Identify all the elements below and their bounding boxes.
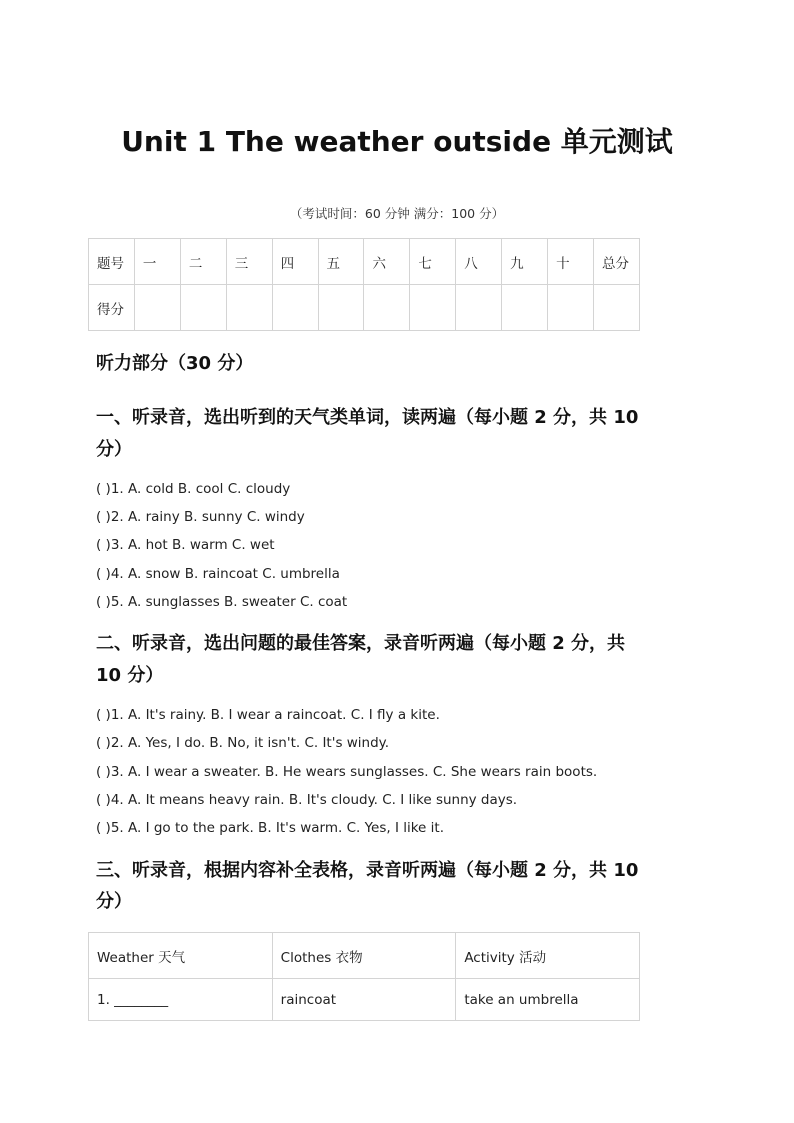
score-cell-9: 九	[502, 239, 548, 285]
section1-question-1: ( )1. A. cold B. cool C. cloudy	[96, 481, 291, 497]
section2-question-2: ( )2. A. Yes, I do. B. No, it isn't. C. It's windy.	[96, 735, 390, 751]
score-input-2[interactable]	[180, 285, 226, 331]
section3-header-weather: Weather 天气	[89, 933, 273, 979]
section3-cell-clothes: raincoat	[272, 979, 456, 1021]
exam-info: （考试时间：60 分钟 满分：100 分）	[289, 206, 505, 221]
score-cell-5: 五	[318, 239, 364, 285]
score-cell-3: 三	[226, 239, 272, 285]
score-cell-question-no: 题号	[89, 239, 135, 285]
section3-cell-activity: take an umbrella	[456, 979, 640, 1021]
score-input-9[interactable]	[502, 285, 548, 331]
page-title: Unit 1 The weather outside 单元测试	[121, 125, 673, 158]
section3-table-row	[89, 979, 640, 1021]
score-cell-4: 四	[272, 239, 318, 285]
score-cell-1: 一	[134, 239, 180, 285]
section2-question-3: ( )3. A. I wear a sweater. B. He wears sunglasses. C. She wears rain boots.	[96, 764, 598, 780]
listening-header: 听力部分（30 分）	[96, 353, 254, 374]
score-cell-2: 二	[180, 239, 226, 285]
score-input-4[interactable]	[272, 285, 318, 331]
score-input-3[interactable]	[226, 285, 272, 331]
score-cell-total: 总分	[593, 239, 639, 285]
score-cell-6: 六	[364, 239, 410, 285]
score-cell-8: 八	[456, 239, 502, 285]
section1-question-2: ( )2. A. rainy B. sunny C. windy	[96, 509, 305, 525]
section3-heading-line1: 三、听录音，根据内容补全表格，录音听两遍（每小题 2 分，共 10	[96, 860, 639, 881]
section2-question-1: ( )1. A. It's rainy. B. I wear a raincoat. C. I fly a kite.	[96, 707, 440, 723]
section3-header-activity: Activity 活动	[456, 933, 640, 979]
section1-question-5: ( )5. A. sunglasses B. sweater C. coat	[96, 594, 348, 610]
score-input-6[interactable]	[364, 285, 410, 331]
section3-header-clothes: Clothes 衣物	[272, 933, 456, 979]
score-input-10[interactable]	[548, 285, 594, 331]
section3-table-header-row	[89, 933, 640, 979]
section2-question-5: ( )5. A. I go to the park. B. It's warm. C. Yes, I like it.	[96, 820, 444, 836]
score-cell-7: 七	[410, 239, 456, 285]
score-input-5[interactable]	[318, 285, 364, 331]
score-table-score-row	[89, 285, 640, 331]
section3-cell-weather-blank[interactable]: 1. ________	[89, 979, 273, 1021]
score-input-8[interactable]	[456, 285, 502, 331]
section2-heading-line1: 二、听录音，选出问题的最佳答案，录音听两遍（每小题 2 分，共	[96, 633, 626, 654]
score-cell-10: 十	[548, 239, 594, 285]
section1-heading-line1: 一、听录音，选出听到的天气类单词，读两遍（每小题 2 分，共 10	[96, 407, 639, 428]
section3-heading-line2: 分）	[96, 891, 132, 912]
score-table-header-row	[89, 239, 640, 285]
score-cell-label: 得分	[89, 285, 135, 331]
score-table	[88, 238, 640, 331]
score-input-total[interactable]	[593, 285, 639, 331]
section1-question-4: ( )4. A. snow B. raincoat C. umbrella	[96, 566, 340, 582]
score-input-7[interactable]	[410, 285, 456, 331]
section3-table	[88, 932, 640, 1021]
section1-question-3: ( )3. A. hot B. warm C. wet	[96, 537, 275, 553]
section1-heading-line2: 分）	[96, 439, 132, 460]
score-input-1[interactable]	[134, 285, 180, 331]
section2-heading-line2: 10 分）	[96, 665, 164, 686]
section2-question-4: ( )4. A. It means heavy rain. B. It's cloudy. C. I like sunny days.	[96, 792, 518, 808]
